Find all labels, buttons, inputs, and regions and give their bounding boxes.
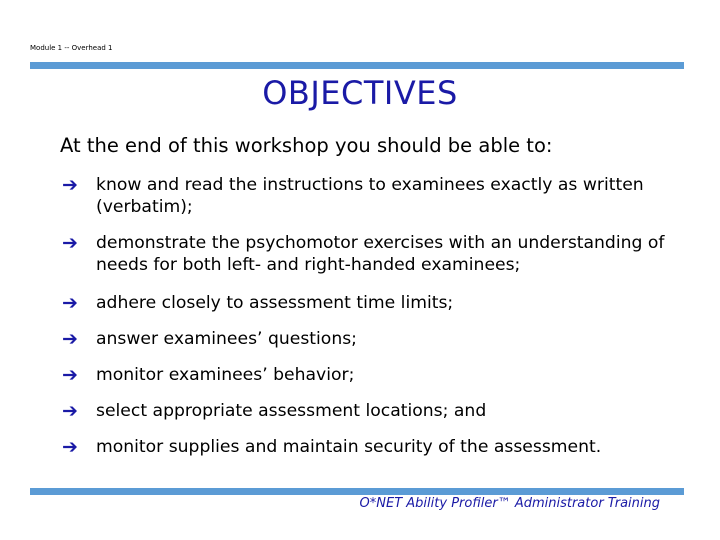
right-arrow-icon: ➔ [62, 436, 78, 458]
objective-item [62, 292, 692, 314]
footer-credit: O*NET Ability Profiler™ Administrator Training [359, 496, 660, 511]
right-arrow-icon: ➔ [62, 400, 78, 422]
objective-text: monitor examinees’ behavior; [96, 365, 355, 385]
right-arrow-icon: ➔ [62, 364, 78, 386]
objective-text: adhere closely to assessment time limits; [96, 293, 454, 313]
objective-item [62, 364, 692, 386]
objective-text: monitor supplies and maintain security of the assessment. [96, 437, 602, 457]
objective-item [62, 174, 692, 218]
right-arrow-icon: ➔ [62, 232, 78, 254]
objective-text: answer examinees’ questions; [96, 329, 357, 349]
right-arrow-icon: ➔ [62, 328, 78, 350]
right-arrow-icon: ➔ [62, 292, 78, 314]
intro-text: At the end of this workshop you should be able to: [60, 134, 553, 157]
right-arrow-icon: ➔ [62, 174, 78, 196]
objective-text: demonstrate the psychomotor exercises with an understanding of needs for both left- and right-handed examinees; [96, 233, 665, 275]
objective-item [62, 400, 692, 422]
objective-item [62, 436, 692, 458]
objective-item [62, 232, 692, 276]
objective-text: select appropriate assessment locations; and [96, 401, 487, 421]
slide-title: OBJECTIVES [262, 74, 458, 112]
objective-item [62, 328, 692, 350]
top-divider [30, 62, 684, 69]
overhead-label: Module 1 -- Overhead 1 [30, 44, 113, 52]
objective-text: know and read the instructions to examinees exactly as written (verbatim); [96, 175, 644, 217]
bottom-divider [30, 488, 684, 495]
